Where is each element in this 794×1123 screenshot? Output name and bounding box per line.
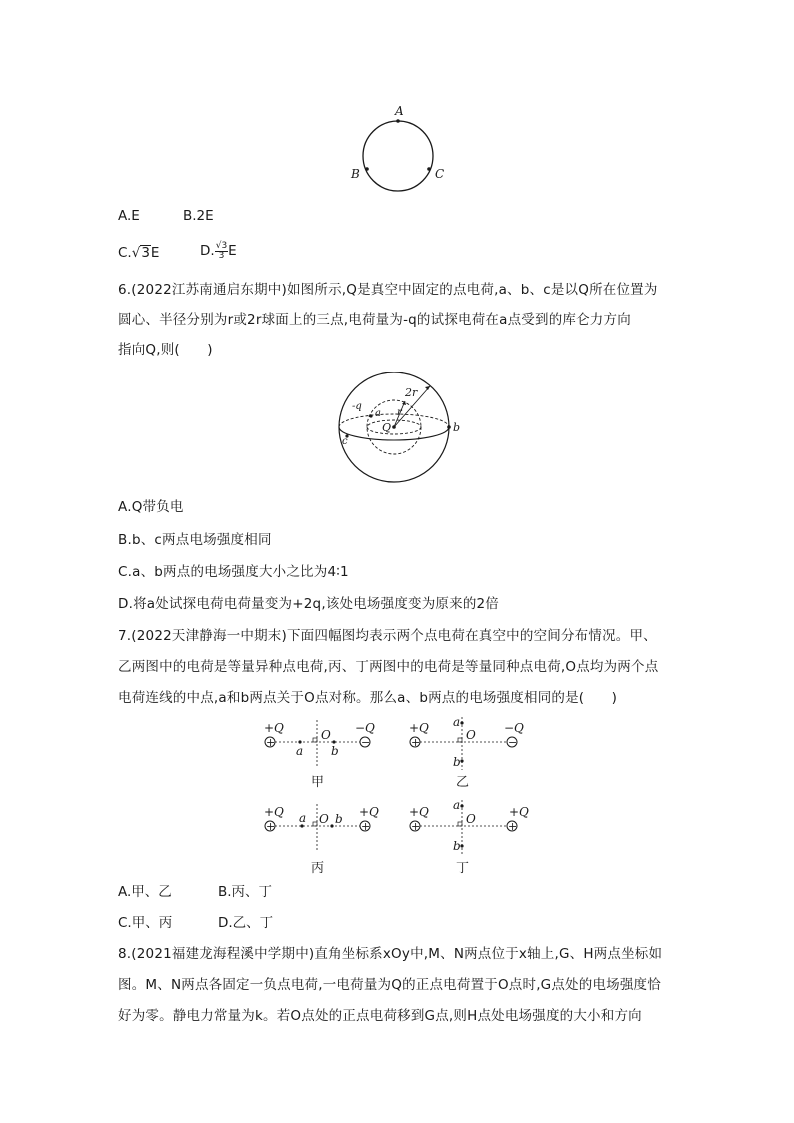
- q7-option-b: B.丙、丁: [218, 884, 273, 900]
- q7-stem-line-3: 电荷连线的中点,a和b两点关于O点对称。那么a、b两点的电场强度相同的是( ): [118, 690, 618, 706]
- q7-yi-point-a: [460, 721, 463, 724]
- q7-caption-yi: 乙: [456, 775, 470, 790]
- q5-option-a: A.E: [118, 208, 140, 224]
- q5-option-c-prefix: C.: [118, 245, 132, 261]
- q7-jia-right-angle: [313, 738, 317, 742]
- q5-point-a: [396, 119, 400, 123]
- q8-stem-line-2: 图。M、N两点各固定一负点电荷,一电荷量为Q的正点电荷置于O点时,G点处的电场强度恰: [118, 977, 661, 993]
- q8-stem-line-1: 8.(2021福建龙海程溪中学期中)直角坐标系xOy中,M、N两点位于x轴上,G、H两点坐标如: [118, 946, 663, 962]
- q7-ding-label-plus-q-left: +Q: [409, 805, 429, 819]
- q5-option-d-suffix: E: [228, 243, 237, 259]
- q7-ding-right-angle: [458, 822, 462, 826]
- q6-arrow-2r: [425, 386, 430, 390]
- q7-bing-label-plus-q-right: +Q: [359, 805, 379, 819]
- q7-yi-label-b: b: [453, 755, 461, 769]
- q6-label-r: r: [397, 407, 402, 418]
- q6-stem-line-1: 6.(2022江苏南通启东期中)如图所示,Q是真空中固定的点电荷,a、b、c是以Q所在位置为: [118, 282, 658, 298]
- q7-yi-right-angle: [458, 738, 462, 742]
- q7-jia-plus-sign: +: [266, 736, 276, 749]
- q7-bing-label-plus-q-left: +Q: [264, 805, 284, 819]
- q6-outer-equator-front: [339, 427, 449, 440]
- q5-label-b: B: [351, 167, 360, 181]
- q5-option-c-root-sign: √: [131, 245, 141, 261]
- q7-bing-label-o: O: [319, 812, 329, 826]
- q5-option-d-denominator: 3: [218, 250, 225, 261]
- q7-ding-label-b: b: [453, 839, 461, 853]
- q5-circle-figure: [340, 100, 460, 195]
- q7-caption-bing: 丙: [311, 861, 325, 876]
- q7-ding-label-a: a: [453, 798, 461, 812]
- q5-point-b: [365, 167, 369, 171]
- q7-option-a: A.甲、乙: [118, 884, 172, 900]
- q6-label-a: a: [375, 408, 381, 419]
- q7-yi-plus-sign: +: [411, 736, 421, 749]
- q7-jia-label-plus-q: +Q: [264, 721, 284, 735]
- q7-diagram-bing: [264, 804, 379, 876]
- q8-stem-line-3: 好为零。静电力常量为k。若O点处的正点电荷移到G点,则H点处电场强度的大小和方向: [118, 1008, 642, 1024]
- q7-ding-plus-sign-left: +: [411, 820, 421, 833]
- q7-bing-right-angle: [313, 822, 317, 826]
- q5-option-d-num-radicand: 3: [221, 240, 228, 251]
- q7-diagram-jia: [264, 720, 375, 790]
- q7-diagram-yi: [409, 715, 524, 790]
- q7-jia-label-minus-q: −Q: [355, 721, 375, 735]
- q7-yi-point-b: [460, 759, 463, 762]
- q6-outer-equator-back: [339, 414, 449, 427]
- q7-yi-label-o: O: [466, 728, 476, 742]
- q6-label-q: Q: [382, 421, 392, 434]
- q7-jia-label-o: O: [321, 728, 331, 742]
- q7-jia-label-b: b: [331, 744, 339, 758]
- q5-option-d: [200, 241, 237, 261]
- q5-circle: [363, 121, 433, 191]
- q7-jia-minus-sign: −: [361, 736, 371, 749]
- q7-stem-line-1: 7.(2022天津静海一中期末)下面四幅图均表示两个点电荷在真空中的空间分布情况。甲、: [118, 628, 657, 644]
- q6-label-minus-q: -q: [352, 401, 362, 412]
- q7-bing-label-b: b: [335, 812, 343, 826]
- q7-stem-line-2: 乙两图中的电荷是等量异种点电荷,丙、丁两图中的电荷是等量同种点电荷,O点均为两个点: [118, 659, 659, 675]
- q7-caption-jia: 甲: [311, 775, 325, 790]
- q6-option-d: D.将a处试探电荷电荷量变为+2q,该处电场强度变为原来的2倍: [118, 596, 500, 612]
- q7-yi-label-plus-q: +Q: [409, 721, 429, 735]
- q7-yi-label-a: a: [453, 715, 461, 729]
- q7-option-c: C.甲、丙: [118, 915, 173, 931]
- q6-stem-line-2: 圆心、半径分别为r或2r球面上的三点,电荷量为-q的试探电荷在a点受到的库仑力方向: [118, 312, 631, 328]
- q7-ding-label-plus-q-right: +Q: [509, 805, 529, 819]
- q5-option-c-suffix: E: [150, 245, 160, 261]
- q6-label-2r: 2r: [405, 386, 418, 399]
- q7-bing-point-b: [330, 824, 333, 827]
- q6-stem-line-3: 指向Q,则( ): [118, 342, 213, 358]
- q7-yi-label-minus-q: −Q: [504, 721, 524, 735]
- q6-point-a: [369, 414, 372, 417]
- q6-point-b: [447, 425, 451, 429]
- q7-diagram-ding: [409, 798, 529, 876]
- q7-caption-ding: 丁: [456, 861, 470, 876]
- q7-option-d: D.乙、丁: [218, 915, 274, 931]
- q5-option-c-radicand: 3: [141, 245, 150, 261]
- q5-label-c: C: [435, 167, 445, 181]
- q7-ding-plus-sign-right: +: [508, 820, 518, 833]
- q7-ding-point-b: [460, 844, 463, 847]
- q7-ding-label-o: O: [466, 812, 476, 826]
- q6-label-c: c: [342, 436, 348, 447]
- q7-bing-plus-sign-left: +: [266, 820, 276, 833]
- q5-label-a: A: [395, 104, 404, 118]
- q7-ding-point-a: [460, 804, 463, 807]
- q7-bing-label-a: a: [299, 811, 307, 825]
- q5-point-c: [427, 167, 431, 171]
- q6-label-b: b: [453, 421, 461, 434]
- q6-option-a: A.Q带负电: [118, 499, 184, 515]
- q6-option-c: C.a、b两点的电场强度大小之比为4∶1: [118, 564, 349, 580]
- q7-bing-plus-sign-right: +: [361, 820, 371, 833]
- q6-sphere-figure: [325, 372, 475, 484]
- q5-option-d-numerator: √3: [215, 240, 228, 251]
- q6-option-b: B.b、c两点电场强度相同: [118, 532, 272, 548]
- q5-option-b: B.2E: [183, 208, 214, 224]
- q7-jia-label-a: a: [296, 744, 304, 758]
- q5-option-c: [118, 243, 159, 263]
- q5-option-d-prefix: D.: [200, 243, 215, 259]
- q5-option-d-fraction: [215, 242, 228, 261]
- q7-charges-figure: [255, 712, 535, 882]
- q7-yi-minus-sign: −: [508, 736, 518, 749]
